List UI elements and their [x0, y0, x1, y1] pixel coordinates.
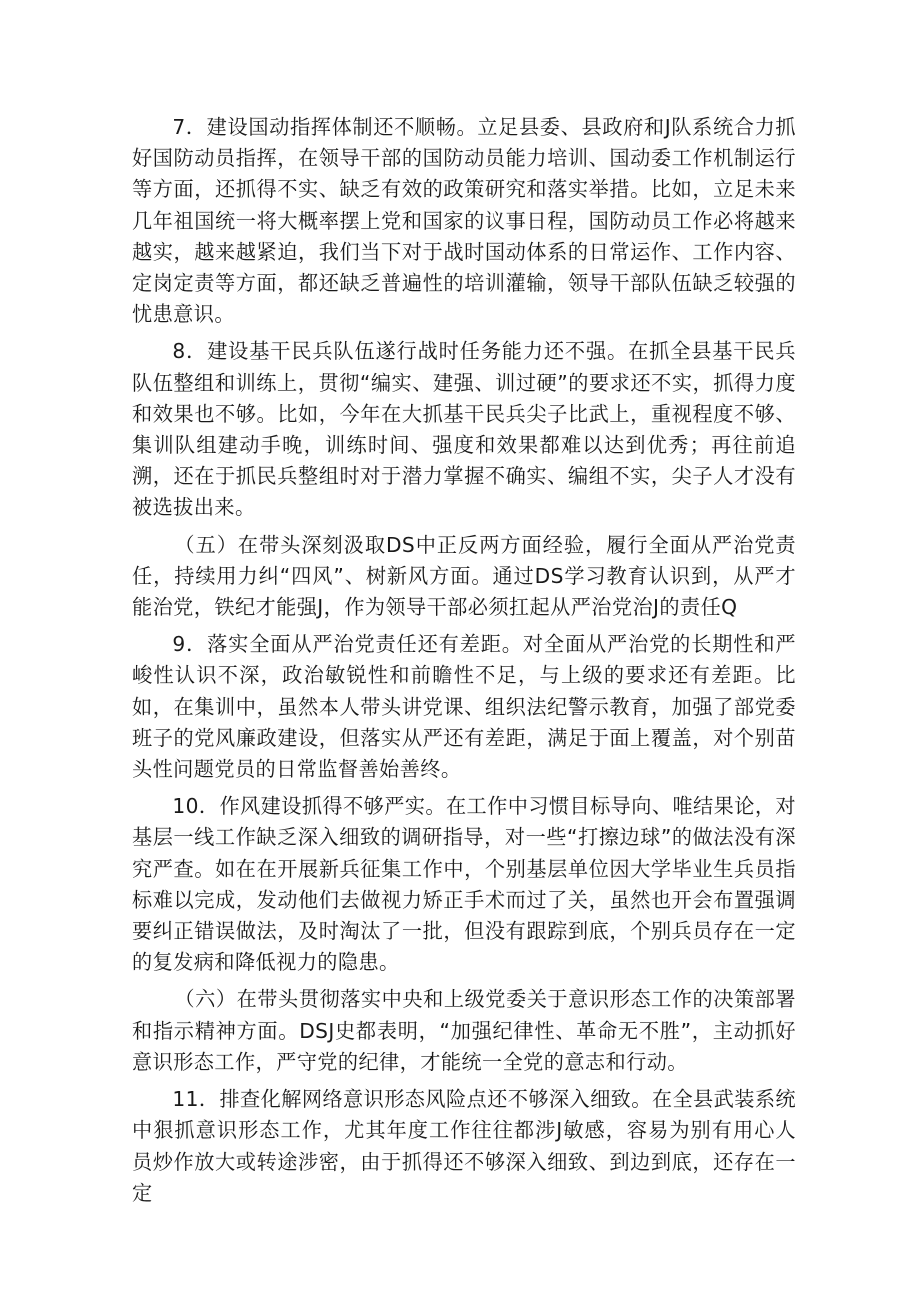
paragraph-11: 11．排查化解网络意识形态风险点还不够深入细致。在全县武装系统中狠抓意识形态工作，尤其年度工作往往都涉J敏感，容易为别有用心人员炒作放大或转途涉密，由于抓得还不够深入细致、到边到底，还存在一定 [132, 1087, 796, 1205]
document-body [132, 112, 796, 1215]
section-heading-5: （五）在带头深刻汲取DS中正反两方面经验，履行全面从严治党责任，持续用力纠“四风”、树新风方面。通过DS学习教育认识到，从严才能治党，铁纪才能强J，作为领导干部必须扛起从严治党治J的责任Q [132, 532, 796, 620]
paragraph-7: 7．建设国动指挥体制还不顺畅。立足县委、县政府和J队系统合力抓好国防动员指挥，在领导干部的国防动员能力培训、国动委工作机制运行等方面，还抓得不实、缺乏有效的政策研究和落实举措。比如，立足未来几年祖国统一将大概率摆上党和国家的议事日程，国防动员工作必将越来越实，越来越紧迫，我们当下对于战时国动体系的日常运作、工作内容、定岗定责等方面，都还缺乏普遍性的培训灌输，领导干部队伍缺乏较强的忧患意识。 [132, 115, 796, 327]
paragraph-8: 8．建设基干民兵队伍遂行战时任务能力还不强。在抓全县基干民兵队伍整组和训练上，贯彻“编实、建强、训过硬”的要求还不实，抓得力度和效果也不够。比如，今年在大抓基干民兵尖子比武上，重视程度不够、集训队组建动手晚，训练时间、强度和效果都难以达到优秀；再往前追溯，还在于抓民兵整组时对于潜力掌握不确实、编组不实，尖子人才没有被选拔出来。 [132, 339, 796, 520]
paragraph-9: 9．落实全面从严治党责任还有差距。对全面从严治党的长期性和严峻性认识不深，政治敏锐性和前瞻性不足，与上级的要求还有差距。比如，在集训中，虽然本人带头讲党课、组织法纪警示教育，加强了部党委班子的党风廉政建设，但落实从严还有差距，满足于面上覆盖，对个别苗头性问题党员的日常监督善始善终。 [132, 632, 796, 782]
paragraph-10: 10．作风建设抓得不够严实。在工作中习惯目标导向、唯结果论，对基层一线工作缺乏深入细致的调研指导，对一些“打擦边球”的做法没有深究严查。如在在开展新兵征集工作中，个别基层单位因大学毕业生兵员指标难以完成，发动他们去做视力矫正手术而过了关，虽然也开会布置强调要纠正错误做法，及时淘汰了一批，但没有跟踪到底，个别兵员存在一定的复发病和降低视力的隐患。 [132, 794, 796, 975]
section-heading-6: （六）在带头贯彻落实中央和上级党委关于意识形态工作的决策部署和指示精神方面。DSJ史都表明，“加强纪律性、革命无不胜”，主动抓好意识形态工作，严守党的纪律，才能统一全党的意志和行动。 [132, 987, 796, 1074]
